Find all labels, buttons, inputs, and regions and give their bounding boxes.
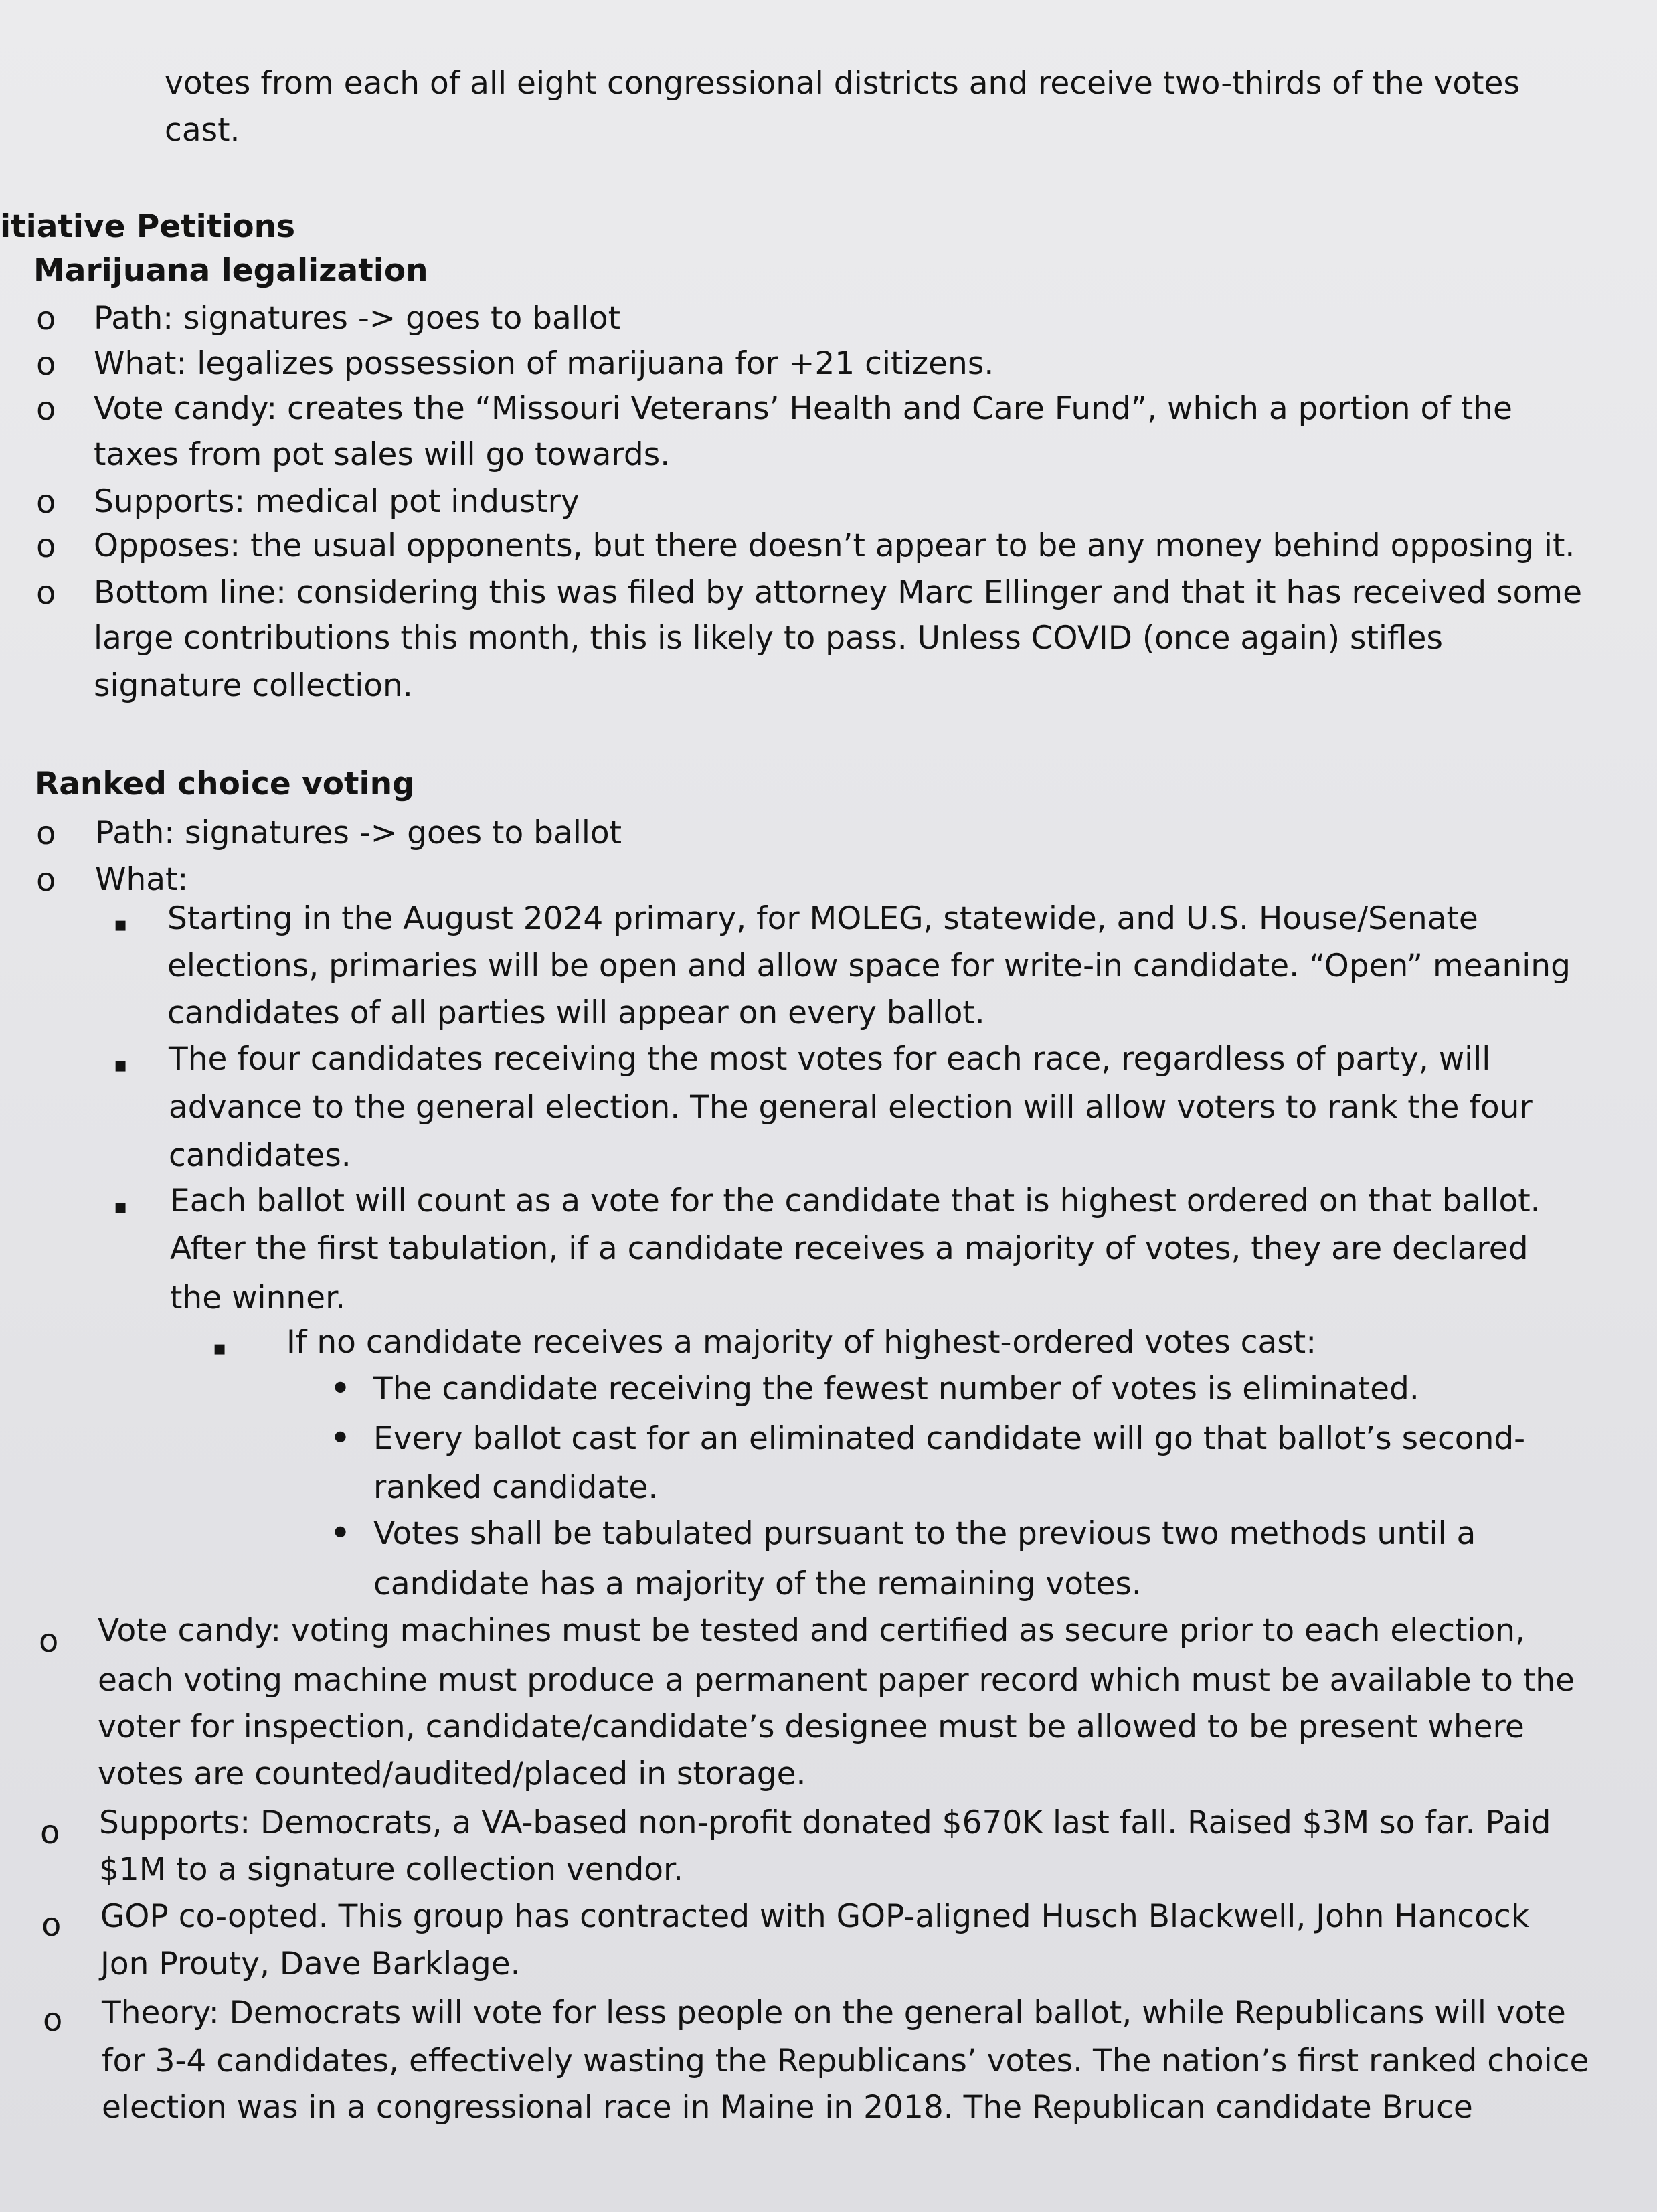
dot-bullet: • (329, 1512, 352, 1555)
rcv-gop: GOP co-opted. This group has contracted with GOP-aligned Husch Blackwell, John Hancock (100, 1898, 1529, 1935)
rcv-detail: Each ballot will count as a vote for the candidate that is highest ordered on that ballot. (170, 1183, 1541, 1219)
circle-bullet: o (36, 574, 56, 612)
rcv-detail: Starting in the August 2024 primary, for MOLEG, statewide, and U.S. House/Senate (167, 900, 1478, 937)
rcv-path: Path: signatures -> goes to ballot (95, 815, 622, 851)
rcv-theory: for 3-4 candidates, effectively wasting the Republicans’ votes. The nation’s first ranked choice (102, 2043, 1589, 2079)
marijuana-bottom-line: signature collection. (94, 667, 413, 704)
rcv-step: Votes shall be tabulated pursuant to the previous two methods until a (373, 1515, 1476, 1552)
rcv-subdetail: If no candidate receives a majority of highest-ordered votes cast: (286, 1324, 1317, 1361)
dot-bullet: • (329, 1367, 352, 1411)
dot-bullet: • (329, 1417, 352, 1460)
rcv-detail: the winner. (170, 1280, 346, 1316)
rcv-theory: Theory: Democrats will vote for less people on the general ballot, while Republicans will vote (102, 1994, 1566, 2031)
rcv-detail: After the first tabulation, if a candidate receives a majority of votes, they are declared (170, 1230, 1529, 1267)
rcv-step: ranked candidate. (373, 1469, 659, 1506)
marijuana-path: Path: signatures -> goes to ballot (94, 300, 621, 337)
rcv-step: The candidate receiving the fewest number of votes is eliminated. (373, 1371, 1419, 1408)
rcv-vote-candy: each voting machine must produce a permanent paper record which must be available to the (98, 1662, 1575, 1699)
rcv-supports: Supports: Democrats, a VA-based non-profit donated $670K last fall. Raised $3M so far. Paid (99, 1804, 1551, 1841)
square-bullet: ▪ (114, 913, 128, 936)
circle-bullet: o (41, 1906, 62, 1944)
intro-line: cast. (165, 112, 240, 149)
rcv-detail: The four candidates receiving the most votes for each race, regardless of party, will (169, 1041, 1491, 1078)
marijuana-vote-candy: Vote candy: creates the “Missouri Veterans’ Health and Care Fund”, which a portion of the (94, 390, 1512, 427)
circle-bullet: o (36, 861, 56, 899)
circle-bullet: o (39, 1622, 59, 1660)
marijuana-vote-candy: taxes from pot sales will go towards. (94, 436, 671, 473)
rcv-step: Every ballot cast for an eliminated candidate will go that ballot’s second- (373, 1420, 1526, 1457)
marijuana-bottom-line: Bottom line: considering this was filed by attorney Marc Ellinger and that it has received some (94, 574, 1582, 611)
circle-bullet: o (36, 815, 56, 852)
intro-line: votes from each of all eight congressional districts and receive two-thirds of the votes (165, 65, 1520, 102)
section-title: itiative Petitions (0, 208, 296, 245)
circle-bullet: o (40, 1814, 60, 1851)
rcv-detail: advance to the general election. The general election will allow voters to rank the four (169, 1089, 1533, 1126)
rcv-vote-candy: Vote candy: voting machines must be tested and certified as secure prior to each election, (98, 1612, 1526, 1649)
rcv-detail: candidates. (169, 1137, 351, 1174)
square-bullet: ▪ (114, 1053, 128, 1077)
rcv-gop: Jon Prouty, Dave Barklage. (100, 1946, 521, 1982)
rcv-detail: elections, primaries will be open and allow space for write-in candidate. “Open” meaning (167, 948, 1571, 985)
marijuana-opposes: Opposes: the usual opponents, but there doesn’t appear to be any money behind opposing it. (94, 527, 1575, 564)
marijuana-supports: Supports: medical pot industry (94, 483, 580, 520)
rcv-detail: candidates of all parties will appear on every ballot. (167, 995, 985, 1031)
rcv-vote-candy: voter for inspection, candidate/candidate’s designee must be allowed to be present where (98, 1709, 1524, 1746)
square-bullet: ▪ (213, 1337, 227, 1360)
rcv-supports: $1M to a signature collection vendor. (99, 1851, 683, 1888)
rcv-what: What: (95, 861, 189, 898)
circle-bullet: o (36, 483, 56, 521)
rcv-theory: election was in a congressional race in Maine in 2018. The Republican candidate Bruce (102, 2089, 1473, 2126)
circle-bullet: o (36, 345, 56, 383)
circle-bullet: o (36, 527, 56, 565)
circle-bullet: o (43, 2001, 63, 2039)
circle-bullet: o (36, 390, 56, 428)
rcv-vote-candy: votes are counted/audited/placed in storage. (98, 1756, 806, 1792)
rcv-step: candidate has a majority of the remaining votes. (373, 1565, 1142, 1602)
marijuana-what: What: legalizes possession of marijuana for +21 citizens. (94, 345, 994, 382)
rcv-heading: Ranked choice voting (35, 766, 415, 802)
square-bullet: ▪ (114, 1195, 128, 1219)
marijuana-heading: Marijuana legalization (33, 252, 428, 289)
marijuana-bottom-line: large contributions this month, this is likely to pass. Unless COVID (once again) stifles (94, 620, 1443, 657)
circle-bullet: o (36, 300, 56, 337)
